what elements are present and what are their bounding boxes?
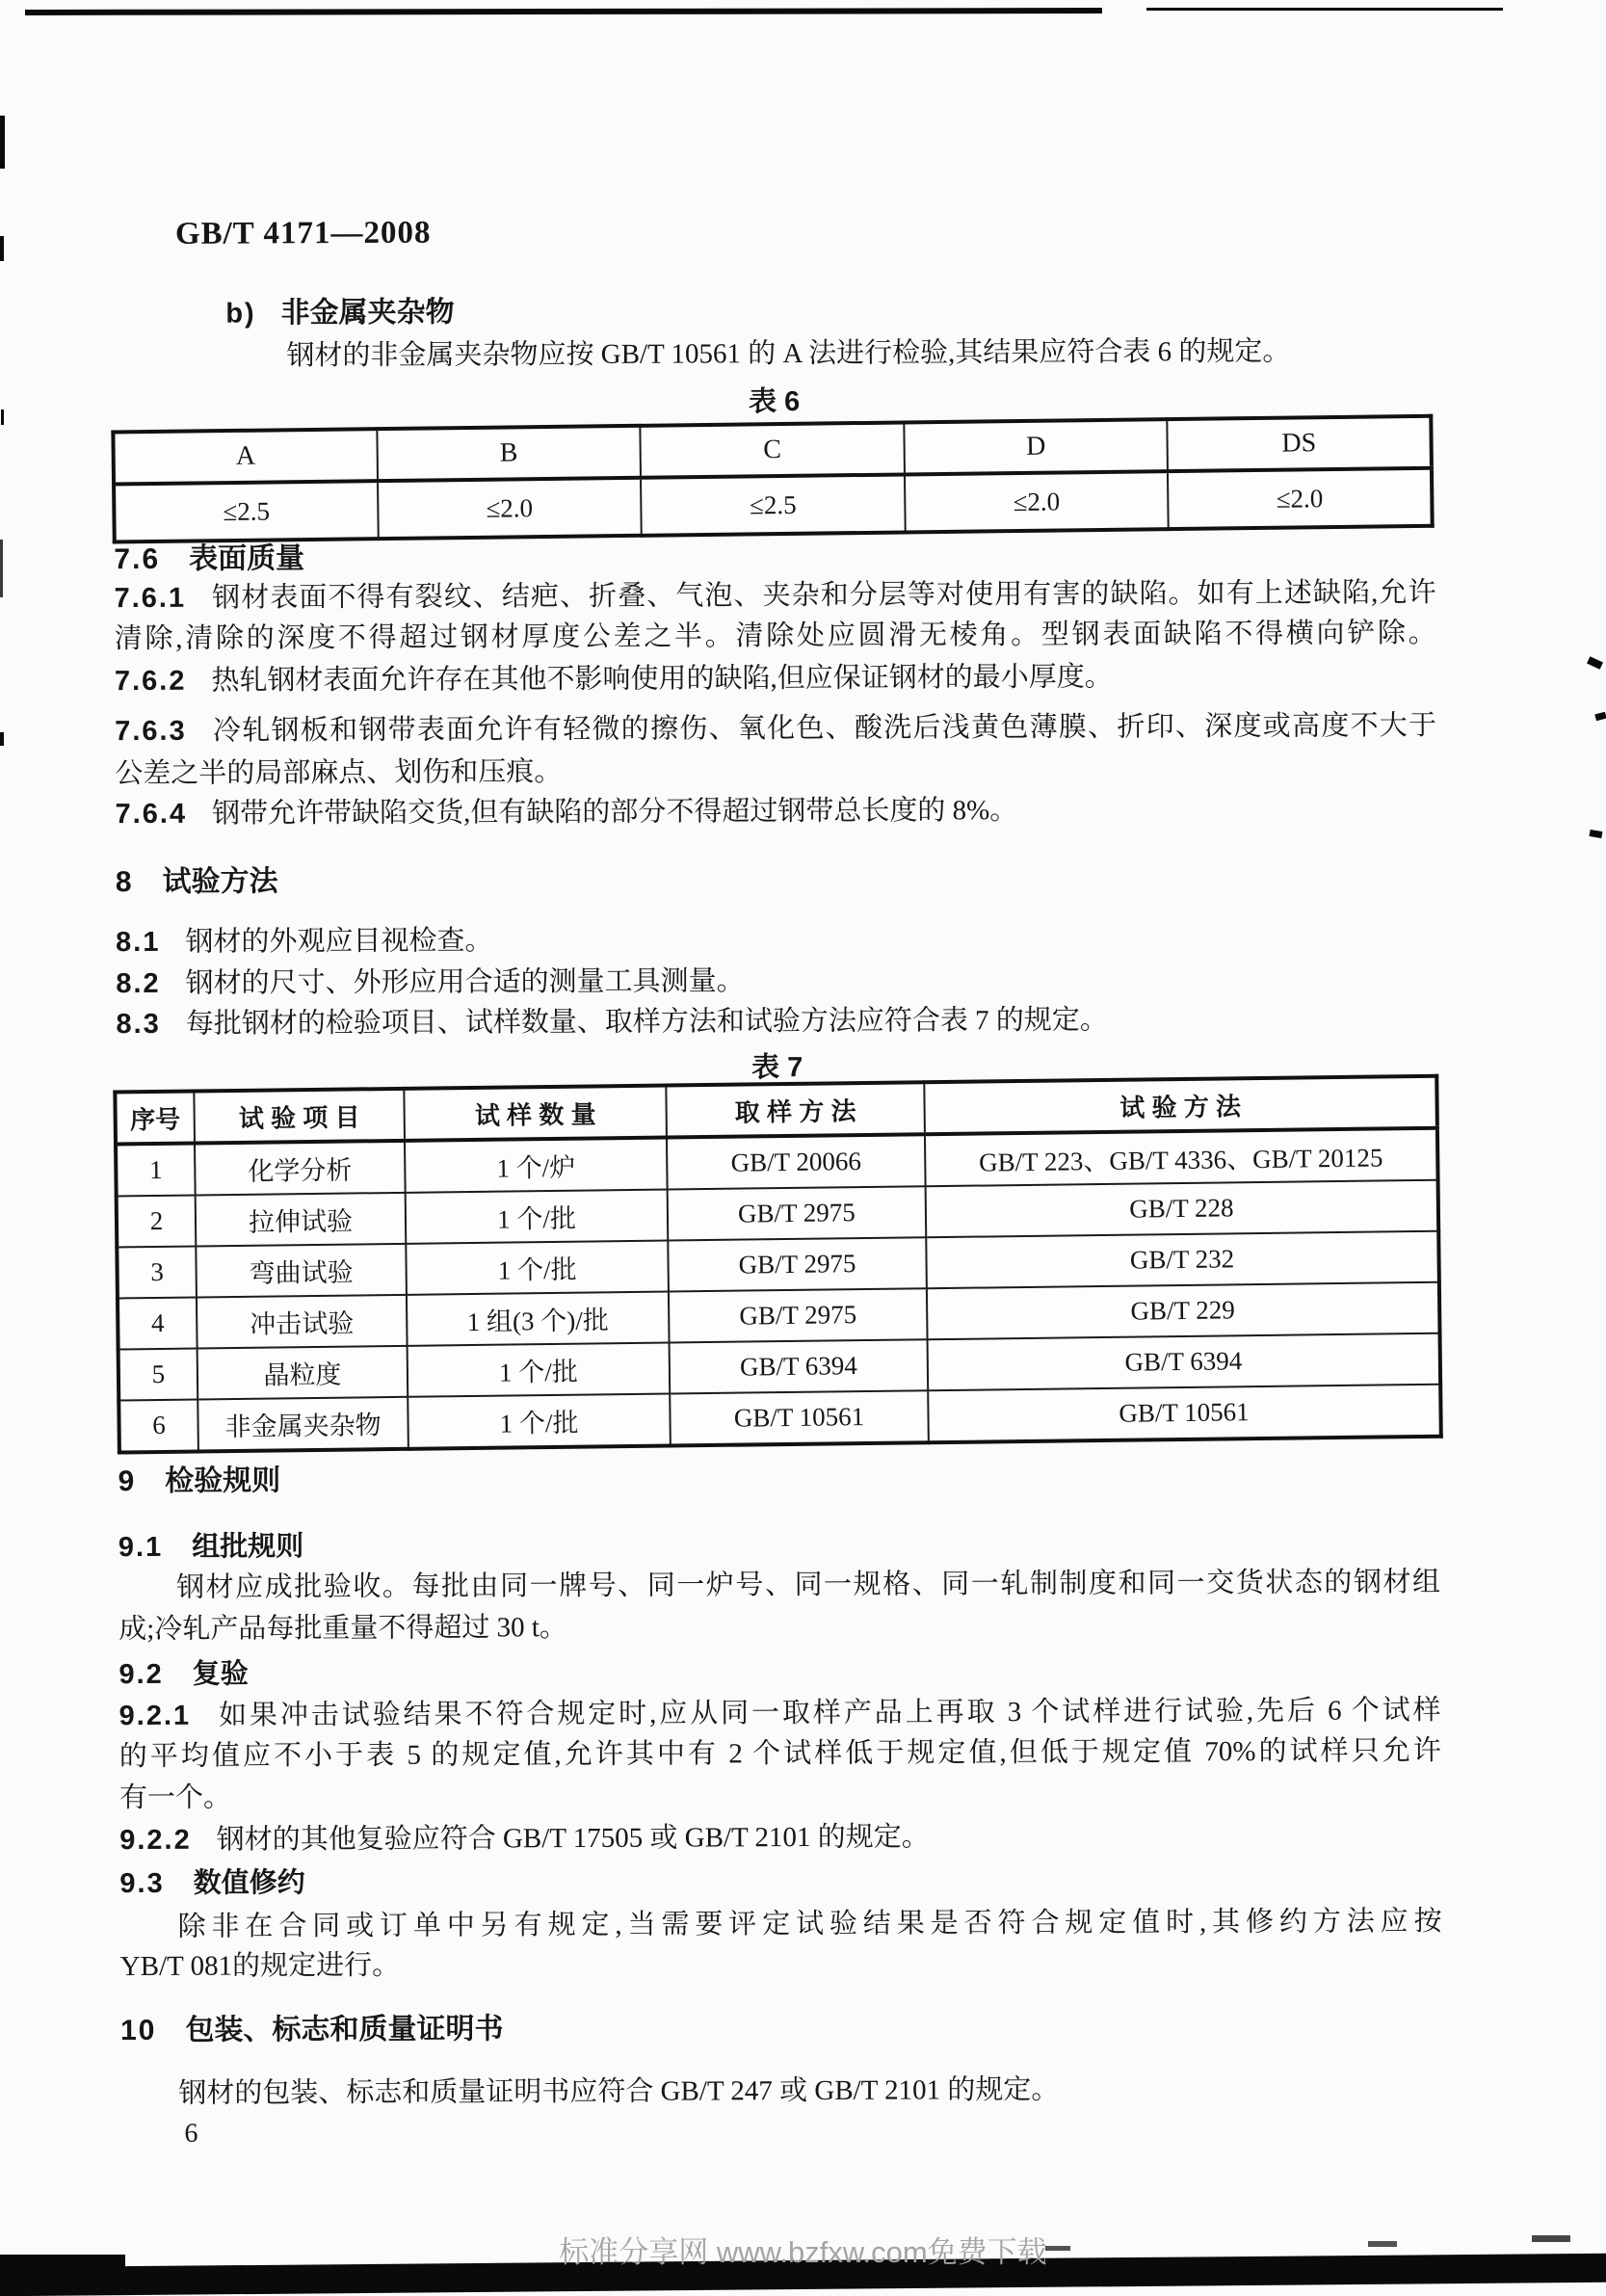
heading-9-title: 检验规则 (165, 1465, 281, 1497)
table-cell: GB/T 2975 (668, 1237, 927, 1291)
heading-9-2-title: 复验 (192, 1658, 249, 1690)
watermark-text: 标准分享网 www.bzfxw.com免费下载 (559, 2235, 1047, 2269)
list-item-b-label: b) (225, 298, 256, 330)
table-cell: GB/T 2975 (668, 1186, 927, 1240)
table-cell: 1 个/批 (406, 1241, 669, 1295)
table-cell: 1 (116, 1144, 196, 1197)
table6 (111, 414, 1434, 544)
table-cell: 1 个/批 (408, 1393, 671, 1448)
table7-header-cell: 试 验 方 法 (924, 1076, 1437, 1134)
table6-cell: ≤2.5 (114, 481, 378, 541)
clause-number: 7.6.2 (114, 665, 187, 698)
table-cell: 冲击试验 (197, 1295, 408, 1349)
clause-number: 8.1 (116, 926, 161, 959)
table-cell: 晶粒度 (197, 1346, 408, 1400)
table7-header-cell: 取 样 方 法 (666, 1082, 925, 1137)
list-item-b-title: 非金属夹杂物 (280, 296, 455, 330)
table-cell: 1 个/批 (408, 1343, 671, 1397)
table6-cell: ≤2.0 (378, 478, 642, 539)
list-item-b (225, 294, 455, 333)
table6-header-cell: C (641, 422, 905, 477)
clause-number: 7.6.4 (115, 798, 188, 831)
heading-9-3 (119, 1863, 305, 1903)
table-cell: GB/T 232 (926, 1231, 1439, 1288)
table-cell: 1 组(3 个)/批 (407, 1292, 670, 1346)
clause-7-6-1-line2: 清除,清除的深度不得超过钢材厚度公差之半。清除处应圆滑无棱角。型钢表面缺陷不得横向铲除。 (114, 618, 1436, 655)
heading-8-number: 8 (115, 866, 134, 899)
table-cell: GB/T 229 (927, 1282, 1440, 1339)
heading-10 (120, 2010, 504, 2050)
table-cell: 弯曲试验 (196, 1244, 407, 1298)
table-cell: 1 个/批 (406, 1190, 669, 1244)
table6-header-cell: D (904, 419, 1168, 474)
table7-header-cell: 试 验 项 目 (194, 1089, 405, 1144)
table6-cell: ≤2.5 (641, 474, 905, 535)
heading-9-number: 9 (118, 1465, 137, 1498)
heading-9 (118, 1462, 280, 1501)
clause-8-3: 8.3 每批钢材的检验项目、试样数量、取样方法和试验方法应符合表 7 的规定。 (116, 1004, 1108, 1041)
table-cell: GB/T 6394 (670, 1339, 929, 1393)
table-cell: GB/T 223、GB/T 4336、GB/T 20125 (925, 1128, 1438, 1186)
table-cell: 拉伸试验 (196, 1193, 407, 1247)
table-cell: 5 (118, 1348, 198, 1400)
heading-9-1 (118, 1527, 304, 1567)
table-cell: GB/T 10561 (928, 1385, 1441, 1442)
heading-7-6-title: 表面质量 (189, 542, 305, 575)
table-cell: GB/T 20066 (667, 1134, 926, 1189)
table7-caption: 表 7 (751, 1052, 803, 1084)
heading-10-title: 包装、标志和质量证明书 (185, 2013, 504, 2046)
heading-8 (116, 862, 278, 902)
table-cell: 4 (118, 1297, 197, 1349)
para-10-line1: 钢材的包装、标志和质量证明书应符合 GB/T 247 或 GB/T 2101 的规定。 (178, 2073, 1060, 2109)
table6-header-cell: DS (1168, 416, 1432, 471)
heading-9-1-title: 组批规则 (192, 1531, 304, 1563)
heading-10-number: 10 (119, 2014, 157, 2047)
table-cell: 2 (117, 1196, 197, 1248)
table-cell: 1 个/炉 (405, 1138, 668, 1193)
clause-8-1: 8.1 钢材的外观应目视检查。 (116, 925, 493, 959)
table6-header-cell: A (113, 429, 377, 484)
clause-number: 7.6.3 (115, 715, 187, 748)
para-9-1-line1: 钢材应成批验收。每批由同一牌号、同一炉号、同一规格、同一轧制制度和同一交货状态的钢材组 (175, 1567, 1441, 1603)
clause-7-6-4: 7.6.4 钢带允许带缺陷交货,但有缺陷的部分不得超过钢带总长度的 8%。 (115, 795, 1018, 831)
clause-7-6-2: 7.6.2 热轧钢材表面允许存在其他不影响使用的缺陷,但应保证钢材的最小厚度。 (114, 661, 1113, 698)
table-cell: 非金属夹杂物 (197, 1397, 408, 1452)
table6-header-cell: B (377, 426, 641, 481)
para-9-3-line2: YB/T 081的规定进行。 (119, 1949, 401, 1983)
clause-number: 7.6.1 (114, 582, 187, 615)
heading-8-title: 试验方法 (162, 865, 278, 898)
clause-7-6-1-line1: 7.6.1 钢材表面不得有裂纹、结疤、折叠、气泡、夹杂和分层等对使用有害的缺陷。如有上述缺陷,允许 (114, 577, 1436, 615)
heading-9-3-number: 9.3 (119, 1867, 165, 1900)
table7-header-cell: 试 样 数 量 (404, 1086, 667, 1141)
page-number: 6 (184, 2118, 198, 2149)
table-cell: GB/T 228 (926, 1180, 1439, 1237)
clause-number: 9.2.1 (118, 1700, 192, 1732)
heading-7-6-number: 7.6 (114, 542, 161, 576)
standard-number-header: GB/T 4171—2008 (174, 215, 432, 251)
para-9-3-line1: 除非在合同或订单中另有规定,当需要评定试验结果是否符合规定值时,其修约方法应按 (177, 1906, 1442, 1942)
table7-header-cell: 序号 (115, 1092, 195, 1145)
clause-9-2-1-line1: 9.2.1 如果冲击试验结果不符合规定时,应从同一取样产品上再取 3 个试样进行试验,先后 6 个试样 (118, 1695, 1441, 1732)
clause-9-2-1-line3: 有一个。 (118, 1781, 232, 1814)
clause-number: 8.3 (116, 1008, 161, 1041)
clause-b-text: 钢材的非金属夹杂物应按 GB/T 10561 的 A 法进行检验,其结果应符合表 6 的规定。 (286, 335, 1291, 372)
heading-9-3-title: 数值修约 (193, 1867, 305, 1899)
table-cell: GB/T 6394 (928, 1333, 1441, 1390)
heading-9-2 (118, 1655, 249, 1695)
clause-7-6-3-line1: 7.6.3 冷轧钢板和钢带表面允许有轻微的擦伤、氧化色、酸洗后浅黄色薄膜、折印、深度或高度不大于 (115, 710, 1437, 748)
clause-9-2-1-line2: 的平均值应不小于表 5 的规定值,允许其中有 2 个试样低于规定值,但低于规定值 70%的试样只允许 (118, 1735, 1441, 1773)
table-cell: 6 (118, 1399, 198, 1452)
heading-9-1-number: 9.1 (118, 1531, 164, 1564)
heading-9-2-number: 9.2 (118, 1658, 164, 1691)
clause-9-2-2: 9.2.2 钢材的其他复验应符合 GB/T 17505 或 GB/T 2101 的规定。 (119, 1821, 930, 1857)
clause-7-6-3-line2: 公差之半的局部麻点、划伤和压痕。 (115, 756, 563, 790)
clause-8-2: 8.2 钢材的尺寸、外形应用合适的测量工具测量。 (116, 965, 745, 1000)
table-cell: GB/T 10561 (670, 1390, 929, 1445)
table-cell: 3 (117, 1246, 197, 1298)
table6-cell: ≤2.0 (1168, 468, 1432, 529)
clause-number: 8.2 (116, 967, 161, 1000)
clause-number: 9.2.2 (119, 1824, 192, 1857)
table-cell: GB/T 2975 (669, 1288, 928, 1342)
table7 (113, 1074, 1443, 1455)
table6-caption: 表 6 (749, 386, 801, 418)
table-cell: 化学分析 (195, 1141, 406, 1196)
heading-7-6 (114, 540, 304, 579)
para-9-1-line2: 成;冷轧产品每批重量不得超过 30 t。 (118, 1612, 567, 1646)
table6-cell: ≤2.0 (905, 471, 1169, 532)
